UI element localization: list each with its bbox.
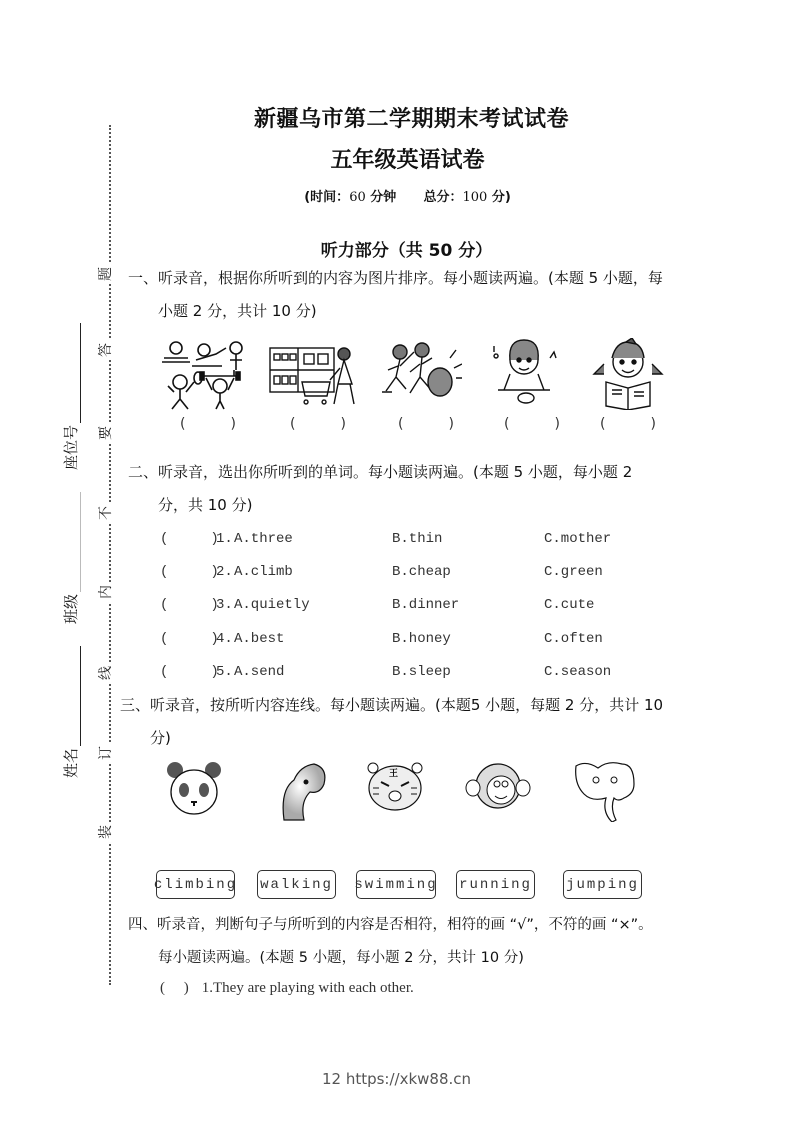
kids-running-picture [380,338,462,410]
item-number: 3. [216,597,233,613]
elephant-picture [570,760,636,822]
woman-shopping-cart-picture [268,338,358,410]
answer-blank[interactable]: ( ) [160,631,219,647]
item-number: 4. [216,631,233,647]
page-footer [0,1070,793,1088]
q1-answer-blank[interactable]: ( ) [180,416,236,432]
seal-picture [280,760,332,822]
score-value: 100 [462,190,488,205]
option-b: B.dinner [392,597,460,613]
kids-doing-sports-picture [158,338,250,410]
monkey-picture [465,760,531,812]
seal-char: 订 [98,743,114,763]
seal-char: 装 [98,822,114,842]
word-box-running[interactable]: running [456,870,535,899]
item-number: 1. [216,531,233,547]
q1-answer-blank[interactable]: ( ) [290,416,346,432]
option-b: B.thin [392,531,443,547]
section-title: 听力部分（共 50 分） [320,241,493,261]
option-c: C.season [544,664,612,680]
girl-listening-music-picture [488,338,560,410]
q2-item [160,531,680,551]
seat-number-label: 座位号 [62,424,80,470]
time-label: 时间： [310,190,350,205]
panda-picture [165,760,223,818]
option-b: B.cheap [392,564,451,580]
option-b: B.honey [392,631,451,647]
item-sentence: They are playing with each other. [213,980,414,996]
class-line[interactable] [80,492,81,592]
word-box-climbing[interactable]: climbing [156,870,235,899]
exam-title: 新疆乌市第二学期期末考试试卷 [253,107,569,132]
q1-line1: 一、听录音，根据你所听到的内容为图片排序。每小题读两遍。(本题 5 小题，每 [128,269,663,287]
q3-line1: 三、听录音，按所听内容连线。每小题读两遍。(本题5 小题，每题 2 分，共计 10 [120,696,664,714]
name-label: 姓名 [62,747,80,778]
tiger-picture [367,760,423,812]
q3-line2: 分) [150,729,171,747]
q2-line1: 二、听录音，选出你所听到的单词。每小题读两遍。(本题 5 小题，每小题 2 [128,463,633,481]
page-number: 12 [321,1070,342,1088]
q4-instructions [128,909,698,975]
option-c: C.mother [544,531,612,547]
option-b: B.sleep [392,664,451,680]
q3-instructions [120,689,690,755]
q4-line1: 四、听录音，判断句子与所听到的内容是否相符，相符的画 “√”，不符的画 “×”。 [128,917,653,933]
girl-reading-storybook-picture [588,338,668,410]
option-a: A.best [234,631,285,647]
q2-item [160,631,680,651]
q2-instructions [128,456,698,522]
item-number: 2. [216,564,233,580]
q1-answer-blank[interactable]: ( ) [600,416,656,432]
word-box-swimming[interactable]: swimming [356,870,436,899]
item-number: 1. [201,980,213,996]
answer-blank[interactable]: ( ) [160,597,219,613]
q1-line2: 小题 2 分，共计 10 分) [158,302,317,320]
score-label: 总分： [423,190,463,205]
q2-item [160,597,680,617]
q3-animals [155,760,655,830]
name-line[interactable] [80,646,81,746]
q2-item [160,564,680,584]
q1-answer-blank[interactable]: ( ) [398,416,454,432]
seal-char: 答 [98,340,114,360]
answer-blank[interactable]: ( ) [160,531,219,547]
time-value: 60 [349,190,366,205]
q2-line2: 分，共 10 分) [158,496,253,514]
q1-pictures [158,338,668,413]
option-a: A.quietly [234,597,310,613]
seal-char: 线 [98,663,114,683]
option-c: C.cute [544,597,595,613]
q4-item [160,980,414,997]
option-c: C.green [544,564,603,580]
answer-blank[interactable]: ( ) [160,664,219,680]
name-field[interactable] [60,646,81,778]
class-field[interactable] [60,492,81,624]
class-label: 班级 [62,593,80,624]
word-box-jumping[interactable]: jumping [563,870,642,899]
option-c: C.often [544,631,603,647]
seal-char: 要 [98,423,114,443]
time-unit: 分钟 [370,190,397,205]
option-a: A.send [234,664,285,680]
exam-time-score: (时间：60 分钟 总分：100 分) [304,190,511,205]
q2-item [160,664,680,684]
word-box-walking[interactable]: walking [257,870,336,899]
score-unit: 分 [491,190,505,205]
footer-url[interactable]: https://xkw88.cn [345,1070,472,1088]
seat-number-field[interactable] [60,323,81,470]
seal-char: 内 [98,582,114,602]
svg-text:王: 王 [389,769,399,779]
q1-instructions [128,262,688,328]
q1-answer-blank[interactable]: ( ) [504,416,560,432]
item-number: 5. [216,664,233,680]
seat-number-line[interactable] [80,323,81,423]
q1-answer-row [0,416,793,436]
option-a: A.three [234,531,293,547]
seal-char: 题 [98,264,114,284]
q4-line2: 每小题读两遍。(本题 5 小题，每小题 2 分，共计 10 分) [158,950,524,966]
exam-subtitle: 五年级英语试卷 [330,148,485,173]
option-a: A.climb [234,564,293,580]
seal-char: 不 [98,503,114,523]
answer-blank[interactable]: ( ) [160,980,189,996]
answer-blank[interactable]: ( ) [160,564,219,580]
